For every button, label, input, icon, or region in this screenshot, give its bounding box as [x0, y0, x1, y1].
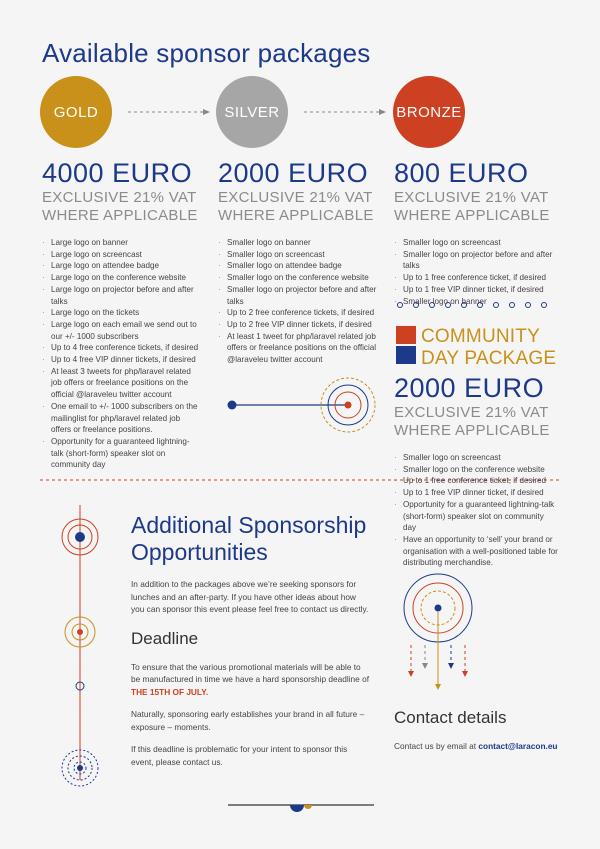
contact-heading: Contact details: [394, 708, 507, 727]
community-day-title: [421, 326, 556, 370]
page-title: Available sponsor packages: [42, 38, 371, 68]
problem-text: If this deadline is problematic for your intent to sponsor this event, please contact us.: [131, 744, 348, 767]
list-item: · Smaller logo on screencast: [218, 249, 378, 261]
silver-vat-line1: EXCLUSIVE 21% VAT: [218, 189, 373, 206]
list-item: · Smaller logo on screencast: [394, 452, 559, 464]
silver-price: 2000 EURO: [218, 158, 369, 188]
list-item: · Smaller logo on projector before and after talks: [394, 249, 559, 272]
list-item: · Up to 1 free VIP dinner ticket, if desired: [394, 487, 559, 499]
list-item: · Up to 1 free conference ticket, if desired: [394, 475, 559, 487]
list-item: · Large logo on the conference website: [42, 272, 202, 284]
list-item: · Have an opportunity to ‘sell’ your brand or organisation with a well-positioned table for distributing merchandise.: [394, 534, 559, 569]
community-package: [394, 373, 564, 569]
gold-vat-line1: EXCLUSIVE 21% VAT: [42, 189, 197, 206]
deadline-text: [131, 661, 371, 699]
gold-benefits-list: [42, 237, 202, 471]
list-item: · At least 1 tweet for php/laravel related job offers or freelance positions on the official @laraveleu twitter account: [218, 331, 378, 366]
list-item: · Up to 2 free conference tickets, if desired: [218, 307, 378, 319]
list-item: · Large logo on each email we send out to our +/- 1000 subscribers: [42, 319, 202, 342]
list-item: · Large logo on screencast: [42, 249, 202, 261]
contact-text-body: Contact us by email at: [394, 741, 477, 751]
community-flag-icon: [396, 326, 416, 364]
list-item: · Up to 4 free conference tickets, if desired: [42, 342, 202, 354]
list-item: · Up to 1 free conference ticket, if desired: [394, 272, 559, 284]
target-line-graphic: [228, 378, 376, 432]
community-title-line2: DAY PACKAGE: [421, 348, 557, 369]
bronze-tier-label: BRONZE: [396, 103, 462, 121]
bronze-vat-line2: WHERE APPLICABLE: [394, 207, 550, 224]
bronze-package: [394, 158, 564, 307]
list-item: · Up to 4 free VIP dinner tickets, if desired: [42, 354, 202, 366]
timeline-graphic: [62, 505, 98, 786]
list-item: · Large logo on projector before and after talks: [42, 284, 202, 307]
silver-benefits-list: [218, 237, 378, 366]
list-item: · Smaller logo on screencast: [394, 237, 559, 249]
list-item: · Up to 2 free VIP dinner tickets, if desired: [218, 319, 378, 331]
community-benefits-list: [394, 452, 559, 569]
additional-section: [131, 512, 371, 768]
community-vat-line1: EXCLUSIVE 21% VAT: [394, 404, 549, 421]
list-item: · At least 3 tweets for php/laravel related job offers or freelance positions on the official @laraveleu twitter account: [42, 366, 202, 401]
list-item: · Large logo on banner: [42, 237, 202, 249]
list-item: · Smaller logo on banner: [218, 237, 378, 249]
bronze-vat-line1: EXCLUSIVE 21% VAT: [394, 189, 549, 206]
list-item: · Opportunity for a guaranteed lightning-talk (short-form) speaker slot on community day: [42, 436, 202, 471]
list-item: · Smaller logo on the conference website: [394, 464, 559, 476]
list-item: · Smaller logo on attendee badge: [218, 260, 378, 272]
arrow-head-icon: [203, 109, 210, 115]
gold-price: 4000 EURO: [42, 158, 193, 188]
list-item: · One email to +/- 1000 subscribers on the mailinglist for php/laravel related job offers or freelance positions.: [42, 401, 202, 436]
silver-vat-line2: WHERE APPLICABLE: [218, 207, 374, 224]
deadline-text-body: To ensure that the various promotional materials will be able to be manufactured in time we have a hard sponsorship deadline of: [131, 661, 369, 684]
list-item: · Opportunity for a guaranteed lightning-talk (short-form) speaker slot on community day: [394, 499, 559, 534]
deadline-heading: Deadline: [131, 628, 199, 648]
early-text: Naturally, sponsoring early establishes your brand in all future – exposure – moments.: [131, 709, 365, 732]
arrow-head-icon: [379, 109, 386, 115]
deadline-date: THE 15TH OF JULY.: [131, 686, 209, 697]
footer-graphic: [228, 805, 374, 812]
silver-package: [218, 158, 383, 366]
contact-text: [394, 740, 574, 753]
list-item: · Up to 1 free VIP dinner ticket, if desired: [394, 284, 559, 296]
target-arrows-graphic: [404, 574, 472, 690]
list-item: · Smaller logo on banner: [394, 296, 559, 308]
additional-heading-line2: Opportunities: [131, 539, 268, 565]
gold-package: [42, 158, 207, 471]
list-item: · Large logo on attendee badge: [42, 260, 202, 272]
contact-email-link[interactable]: contact@laracon.eu: [478, 741, 558, 751]
bronze-price: 800 EURO: [394, 158, 529, 188]
community-title-line1: COMMUNITY: [421, 326, 540, 347]
list-item: · Smaller logo on the conference website: [218, 272, 378, 284]
list-item: · Smaller logo on projector before and after talks: [218, 284, 378, 307]
gold-vat-line2: WHERE APPLICABLE: [42, 207, 198, 224]
additional-heading-line1: Additional Sponsorship: [131, 512, 367, 538]
community-vat-line2: WHERE APPLICABLE: [394, 422, 550, 439]
community-price: 2000 EURO: [394, 373, 545, 403]
additional-intro: In addition to the packages above we’re seeking sponsors for lunches and an after-party. If you have other ideas about how you can sponsor this event please feel free to contact us directly.: [131, 579, 369, 614]
contact-section: [394, 708, 574, 753]
silver-tier-label: SILVER: [224, 103, 280, 121]
list-item: · Large logo on the tickets: [42, 307, 202, 319]
gold-tier-label: GOLD: [53, 103, 99, 121]
bronze-benefits-list: [394, 237, 559, 307]
